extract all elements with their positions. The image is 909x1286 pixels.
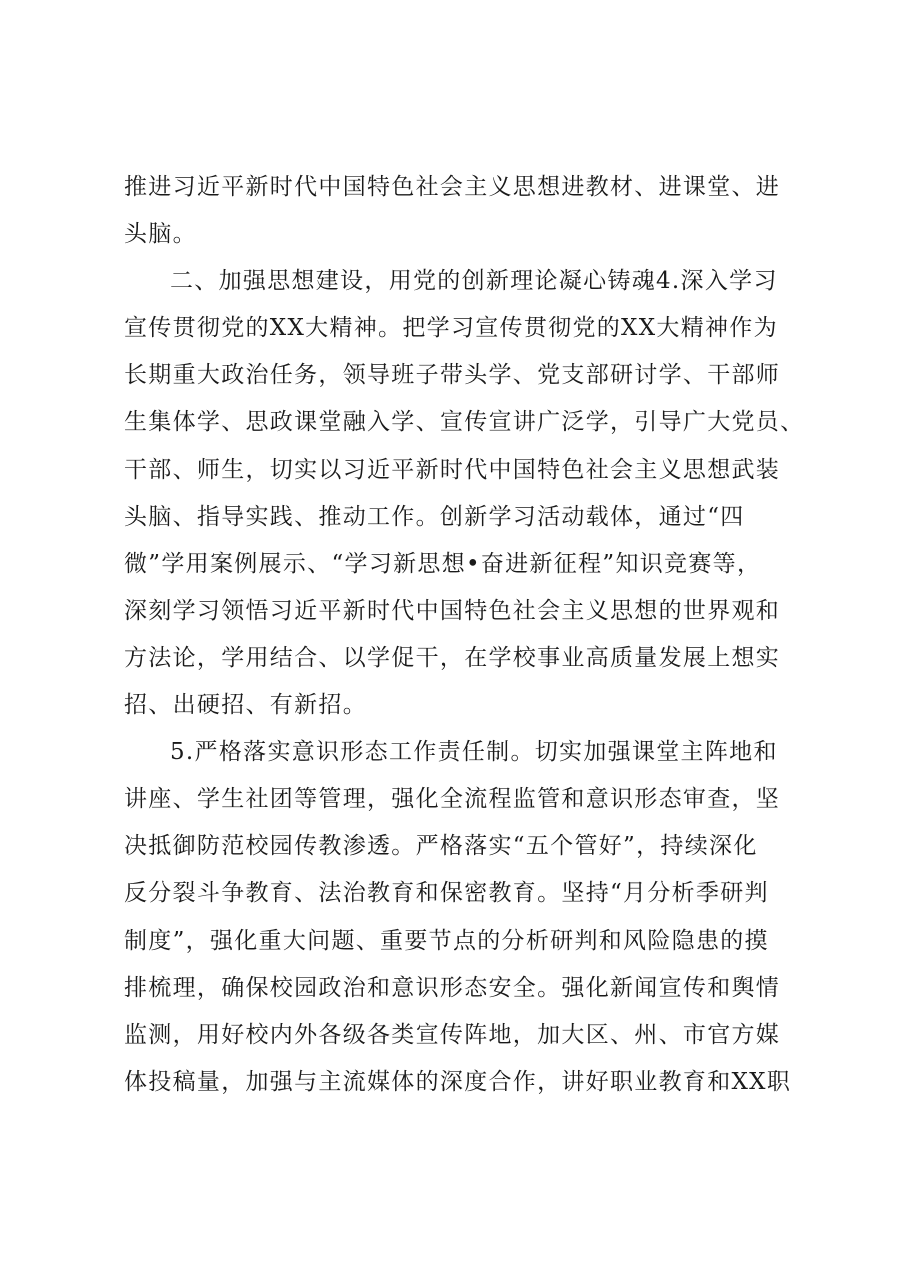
text-line: 头脑。 xyxy=(124,221,197,248)
text-line: 长期重大政治任务，领导班子带头学、党支部研讨学、干部师 xyxy=(124,362,781,389)
text-line: 方法论，学用结合、以学促干，在学校事业高质量发展上想实 xyxy=(124,644,781,671)
text-line: 讲座、学生社团等管理，强化全流程监管和意识形态审查，坚 xyxy=(124,786,781,813)
section-heading-line: 二、加强思想建设，用党的创新理论凝心铸魂4.深入学习 xyxy=(170,268,778,295)
text-line: 体投稿量，加强与主流媒体的深度合作，讲好职业教育和XX职 xyxy=(124,1068,792,1095)
text-line: 监测，用好校内外各级各类宣传阵地，加大区、州、市官方媒 xyxy=(124,1021,781,1048)
text-line: 干部、师生，切实以习近平新时代中国特色社会主义思想武装 xyxy=(124,456,781,483)
text-line: 招、出硬招、有新招。 xyxy=(124,692,367,719)
text-line: 制度”，强化重大问题、重要节点的分析研判和风险隐患的摸 xyxy=(124,927,769,954)
text-line: 头脑、指导实践、推动工作。创新学习活动载体，通过“四 xyxy=(124,503,745,530)
text-line: 决抵御防范校园传教渗透。严格落实“五个管好”，持续深化 xyxy=(124,833,758,860)
text-line: 微”学用案例展示、“学习新思想•奋进新征程”知识竞赛等， xyxy=(124,550,762,577)
text-line: 排梳理，确保校园政治和意识形态安全。强化新闻宣传和舆情 xyxy=(124,974,781,1001)
text-line: 深刻学习领悟习近平新时代中国特色社会主义思想的世界观和 xyxy=(124,597,781,624)
paragraph-start-line: 5.严格落实意识形态工作责任制。切实加强课堂主阵地和 xyxy=(170,739,778,766)
text-line: 生集体学、思政课堂融入学、宣传宣讲广泛学，引导广大党员、 xyxy=(124,409,805,436)
document-body xyxy=(124,164,805,1106)
text-line: 宣传贯彻党的XX大精神。把学习宣传贯彻党的XX大精神作为 xyxy=(124,315,778,342)
text-line: 推进习近平新时代中国特色社会主义思想进教材、进课堂、进 xyxy=(124,174,781,200)
text-line: 反分裂斗争教育、法治教育和保密教育。坚持“月分析季研判 xyxy=(124,880,769,907)
